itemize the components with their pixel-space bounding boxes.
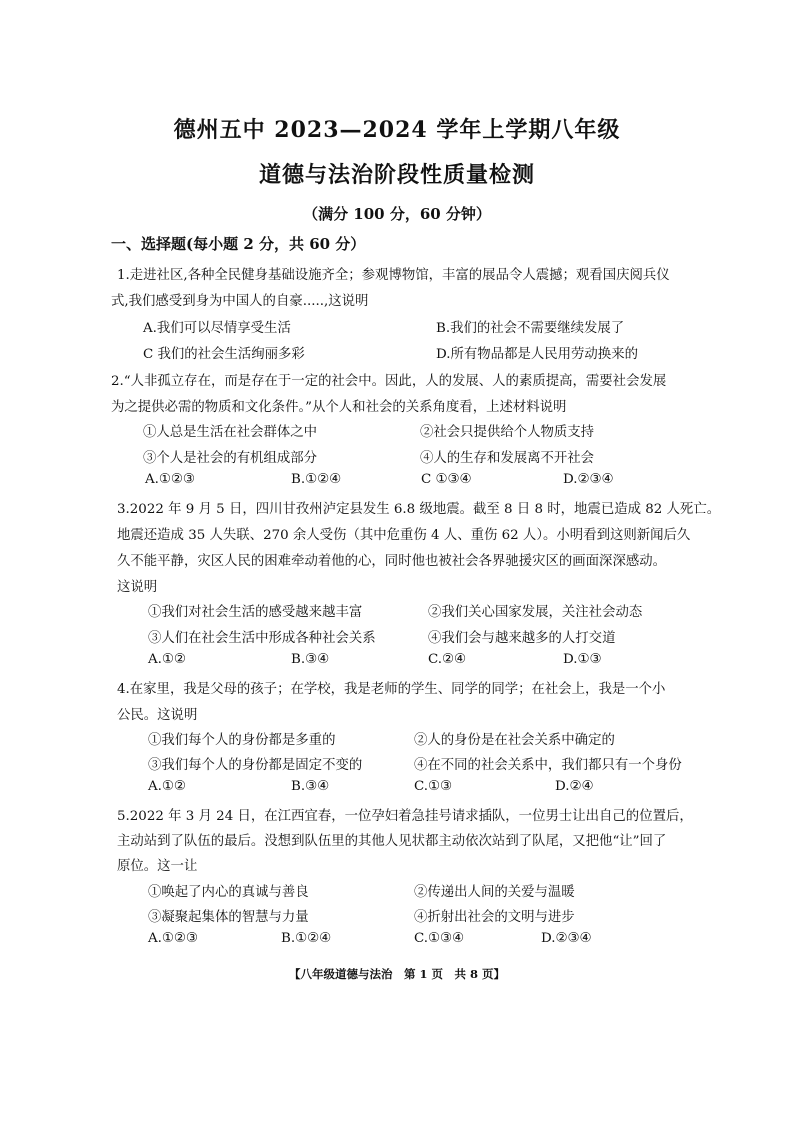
question-stem-line: 式,我们感受到身为中国人的自豪.....,这说明 bbox=[111, 294, 369, 309]
option-b: B.③④ bbox=[291, 652, 330, 667]
statement-3: ③人们在社会生活中形成各种社会关系 bbox=[148, 631, 376, 646]
statement-1: ①人总是生活在社会群体之中 bbox=[143, 425, 318, 440]
statement-3: ③凝聚起集体的智慧与力量 bbox=[148, 910, 309, 925]
option-b: B.①②④ bbox=[291, 472, 342, 487]
option-a: A.我们可以尽情享受生活 bbox=[143, 321, 291, 336]
question-stem-line: 主动站到了队伍的最后。没想到队伍里的其他人见状都主动依次站到了队尾，又把他“让”回了 bbox=[117, 834, 667, 849]
option-a: A.①②③ bbox=[145, 472, 195, 487]
option-c: C.①③ bbox=[414, 779, 453, 794]
statement-1: ①我们对社会生活的感受越来越丰富 bbox=[148, 605, 363, 620]
option-c: C.②④ bbox=[428, 652, 467, 667]
question-stem-line: 1.走进社区,各种全民健身基础设施齐全；参观博物馆，丰富的展品令人震撼；观看国庆阅兵仪 bbox=[117, 268, 670, 283]
question-stem-line: 地震还造成 35 人失联、270 余人受伤（其中危重伤 4 人、重伤 62 人）。小明看到这则新闻后久 bbox=[117, 528, 691, 543]
statement-3: ③我们每个人的身份都是固定不变的 bbox=[148, 758, 363, 773]
option-d: D.②④ bbox=[555, 779, 594, 794]
score-info: （满分 100 分，60 分钟） bbox=[303, 205, 491, 223]
statement-4: ④我们会与越来越多的人打交道 bbox=[428, 631, 616, 646]
exam-title: 德州五中 2023—2024 学年上学期八年级 bbox=[173, 117, 621, 143]
question-stem-line: 公民。这说明 bbox=[117, 708, 198, 723]
option-c: C 我们的社会生活绚丽多彩 bbox=[143, 347, 305, 362]
option-d: D.②③④ bbox=[563, 472, 614, 487]
option-a: A.①② bbox=[148, 652, 186, 667]
statement-3: ③个人是社会的有机组成部分 bbox=[143, 451, 318, 466]
question-stem-line: 这说明 bbox=[117, 580, 158, 595]
statement-1: ①唤起了内心的真诚与善良 bbox=[148, 885, 309, 900]
exam-subtitle: 道德与法治阶段性质量检测 bbox=[258, 162, 535, 188]
option-c: C ①③④ bbox=[421, 472, 472, 487]
statement-4: ④在不同的社会关系中，我们都只有一个身份 bbox=[414, 758, 682, 773]
question-stem-line: 久不能平静，灾区人民的困难牵动着他的心，同时他也被社会各界驰援灾区的画面深深感动。 bbox=[117, 554, 667, 569]
option-c: C.①③④ bbox=[414, 931, 465, 946]
statement-2: ②我们关心国家发展，关注社会动态 bbox=[428, 605, 643, 620]
option-a: A.①②③ bbox=[148, 931, 198, 946]
option-b: B.③④ bbox=[291, 779, 330, 794]
statement-2: ②社会只提供给个人物质支持 bbox=[420, 425, 595, 440]
statement-4: ④人的生存和发展离不开社会 bbox=[420, 451, 595, 466]
question-stem-line: 原位。这一让 bbox=[117, 859, 198, 874]
question-stem-line: 为之提供必需的物质和文化条件。”从个人和社会的关系角度看，上述材料说明 bbox=[111, 400, 567, 415]
option-a: A.①② bbox=[148, 779, 186, 794]
section-heading: 一、选择题(每小题 2 分，共 60 分） bbox=[111, 235, 366, 253]
option-d: D.①③ bbox=[563, 652, 602, 667]
option-d: D.所有物品都是人民用劳动换来的 bbox=[436, 347, 638, 362]
question-stem-line: 2.“人非孤立存在，而是存在于一定的社会中。因此，人的发展、人的素质提高，需要社会发展 bbox=[111, 374, 667, 389]
option-d: D.②③④ bbox=[541, 931, 592, 946]
page-footer: 【八年级道德与法治 第 1 页 共 8 页】 bbox=[288, 967, 506, 981]
option-b: B.我们的社会不需要继续发展了 bbox=[436, 321, 625, 336]
question-stem-line: 5.2022 年 3 月 24 日，在江西宜春，一位孕妇着急挂号请求插队，一位男士让出自己的位置后， bbox=[117, 809, 693, 824]
statement-2: ②传递出人间的关爱与温暖 bbox=[414, 885, 575, 900]
statement-2: ②人的身份是在社会关系中确定的 bbox=[414, 733, 615, 748]
statement-4: ④折射出社会的文明与进步 bbox=[414, 910, 575, 925]
question-stem-line: 3.2022 年 9 月 5 日，四川甘孜州泸定县发生 6.8 级地震。截至 8 日 8 时，地震已造成 82 人死亡。 bbox=[117, 502, 721, 517]
statement-1: ①我们每个人的身份都是多重的 bbox=[148, 733, 336, 748]
question-stem-line: 4.在家里，我是父母的孩子；在学校，我是老师的学生、同学的同学；在社会上，我是一个小 bbox=[117, 682, 666, 697]
option-b: B.①②④ bbox=[281, 931, 332, 946]
